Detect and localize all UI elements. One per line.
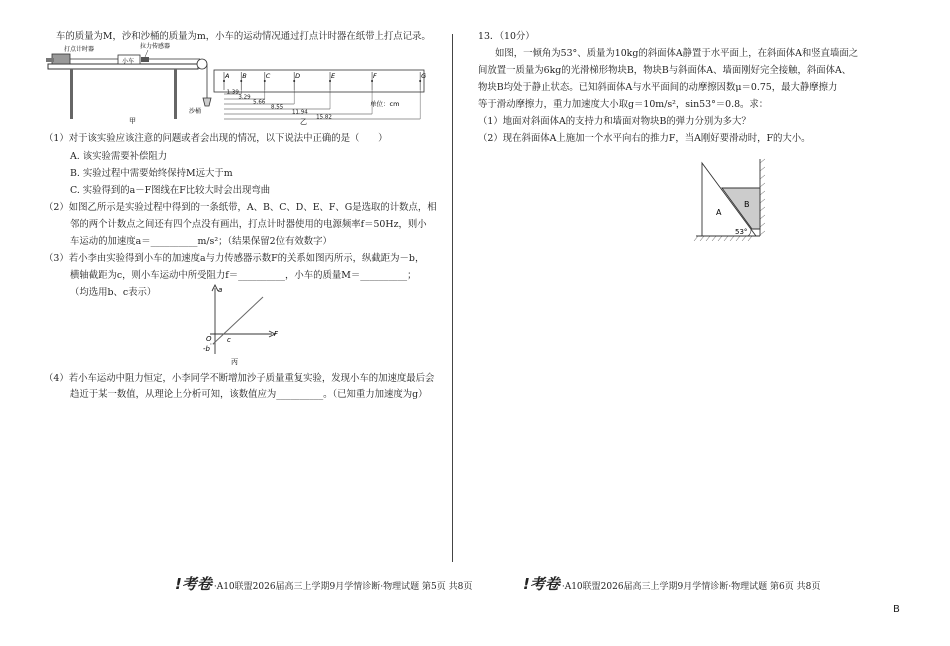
angle-label: 53° — [735, 228, 748, 236]
tape-dimension-label: 11.94 — [292, 109, 308, 116]
tape-point-label: E — [331, 72, 336, 80]
q1-option-a: A. 该实验需要补偿阻力 — [70, 151, 168, 162]
q13-paragraph-4: 等于滑动摩擦力，重力加速度大小取g＝10m/s²，sin53°＝0.8。求： — [478, 99, 769, 110]
tape-dimension-label: 1.39 — [226, 89, 239, 96]
logo: !考卷 — [523, 575, 560, 593]
q4-line-1: （4）若小车运动中阻力恒定，小李同学不断增加沙子质量重复实验，发现小车的加速度最后会 — [44, 373, 435, 384]
tape-unit: 单位：cm — [370, 100, 400, 108]
caption-bing: 丙 — [231, 358, 238, 366]
tape-dot — [371, 80, 373, 82]
bucket — [203, 98, 211, 106]
logo: !考卷 — [175, 575, 212, 593]
q13-paragraph-2: 间放置一质量为6kg的光滑梯形物块B，物块B与斜面体A、墙面刚好完全接触，斜面体A、 — [478, 65, 852, 76]
tape-dot — [264, 80, 266, 82]
q1-stem: （1）对于该实验应该注意的问题或者会出现的情况，以下说法中正确的是（ ） — [44, 133, 388, 144]
figure-incline — [690, 157, 770, 243]
cart-label: 小车 — [122, 58, 135, 65]
footer-left-text: ·A10联盟2026届高三上学期9月学情诊断·物理试题 第5页 共8页 — [213, 582, 473, 592]
origin-label: O — [206, 335, 212, 343]
tape-point-label: F — [373, 72, 377, 80]
corner-mark: B — [893, 604, 900, 615]
intro-line: 车的质量为M，沙和沙桶的质量为m，小车的运动情况通过打点计时器在纸带上打点记录。 — [56, 31, 431, 42]
q1-option-c: C. 实验得到的a－F图线在F比较大时会出现弯曲 — [70, 185, 271, 196]
tape-dimension-label: 3.29 — [238, 94, 251, 101]
q2-line-3: 车运动的加速度a＝__________m/s²；（结果保留2位有效数字） — [70, 236, 332, 247]
q2-line-2: 邻的两个计数点之间还有四个点没有画出，打点计时器使用的电源频率f＝50Hz，则小 — [70, 219, 427, 230]
q1-option-b: B. 实验过程中需要始终保持M远大于m — [70, 168, 233, 179]
tape-point-label: G — [421, 72, 427, 80]
b-label: -b — [203, 345, 210, 353]
q3-line-2: 横轴截距为c，则小车运动中所受阻力f＝__________，小车的质量M＝__________； — [70, 270, 417, 281]
tape-dimension-label: 15.82 — [316, 114, 332, 121]
figure-graph — [198, 282, 288, 368]
timer-block — [52, 54, 70, 64]
table-leg — [174, 69, 177, 119]
tape-point-label: B — [242, 72, 247, 80]
tape-dimension-label: 5.66 — [253, 99, 266, 106]
q13-sub-2: （2）现在斜面体A上施加一个水平向右的推力F，当A刚好要滑动时，F的大小。 — [478, 133, 811, 144]
bucket-label: 沙桶 — [189, 108, 202, 115]
pulley — [197, 59, 207, 69]
figure-apparatus — [44, 42, 214, 126]
c-label: c — [227, 336, 231, 344]
footer-right-text: ·A10联盟2026届高三上学期9月学情诊断·物理试题 第6页 共8页 — [561, 582, 821, 592]
q13-sub-1: （1）地面对斜面体A的支持力和墙面对物块B的弹力分别为多大？ — [478, 116, 751, 127]
label-a: A — [716, 208, 722, 217]
table-leg — [70, 69, 73, 119]
tape-dot — [223, 80, 225, 82]
footer-right — [523, 573, 820, 594]
graph-line — [213, 297, 263, 344]
column-divider — [452, 34, 453, 562]
caption-yi: 乙 — [300, 118, 307, 126]
q3-line-3: （均选用b、c表示） — [70, 287, 157, 298]
sensor — [141, 57, 149, 62]
q13-paragraph-1: 如图，一倾角为53°、质量为10kg的斜面体A静置于水平面上，在斜面体A和竖直墙面之 — [495, 48, 859, 59]
caption-jia: 甲 — [129, 117, 136, 125]
tape-point-label: C — [265, 72, 271, 80]
q3-line-1: （3）若小李由实验得到小车的加速度a与力传感器示数F的关系如图丙所示，纵截距为－b， — [44, 253, 425, 264]
timer-label: 打点计时器 — [64, 46, 95, 53]
q13-heading: 13．（10分） — [478, 31, 535, 42]
sensor-label: 拉力传感器 — [140, 43, 171, 50]
q13-paragraph-3: 物块B均处于静止状态。已知斜面体A与水平面间的动摩擦因数μ＝0.75，最大静摩擦力 — [478, 82, 838, 93]
tape-dot — [293, 80, 295, 82]
footer-left — [175, 573, 472, 594]
tape-dot — [240, 80, 242, 82]
label-b: B — [744, 200, 750, 209]
q2-line-1: （2）如图乙所示是实验过程中得到的一条纸带，A、B、C、D、E、F、G是选取的计数点，相 — [44, 202, 437, 213]
q4-line-2: 趋近于某一数值，从理论上分析可知，该数值应为__________。（已知重力加速度为g） — [70, 389, 428, 400]
y-axis-label: a — [218, 286, 223, 294]
tape-point-label: D — [295, 72, 301, 80]
figure-tape — [212, 68, 430, 126]
tape-dot — [419, 80, 421, 82]
tape-dimension-label: 8.55 — [271, 104, 284, 111]
x-axis-label: F — [274, 330, 279, 338]
tape-point-label: A — [225, 72, 230, 80]
tape-dot — [329, 80, 331, 82]
